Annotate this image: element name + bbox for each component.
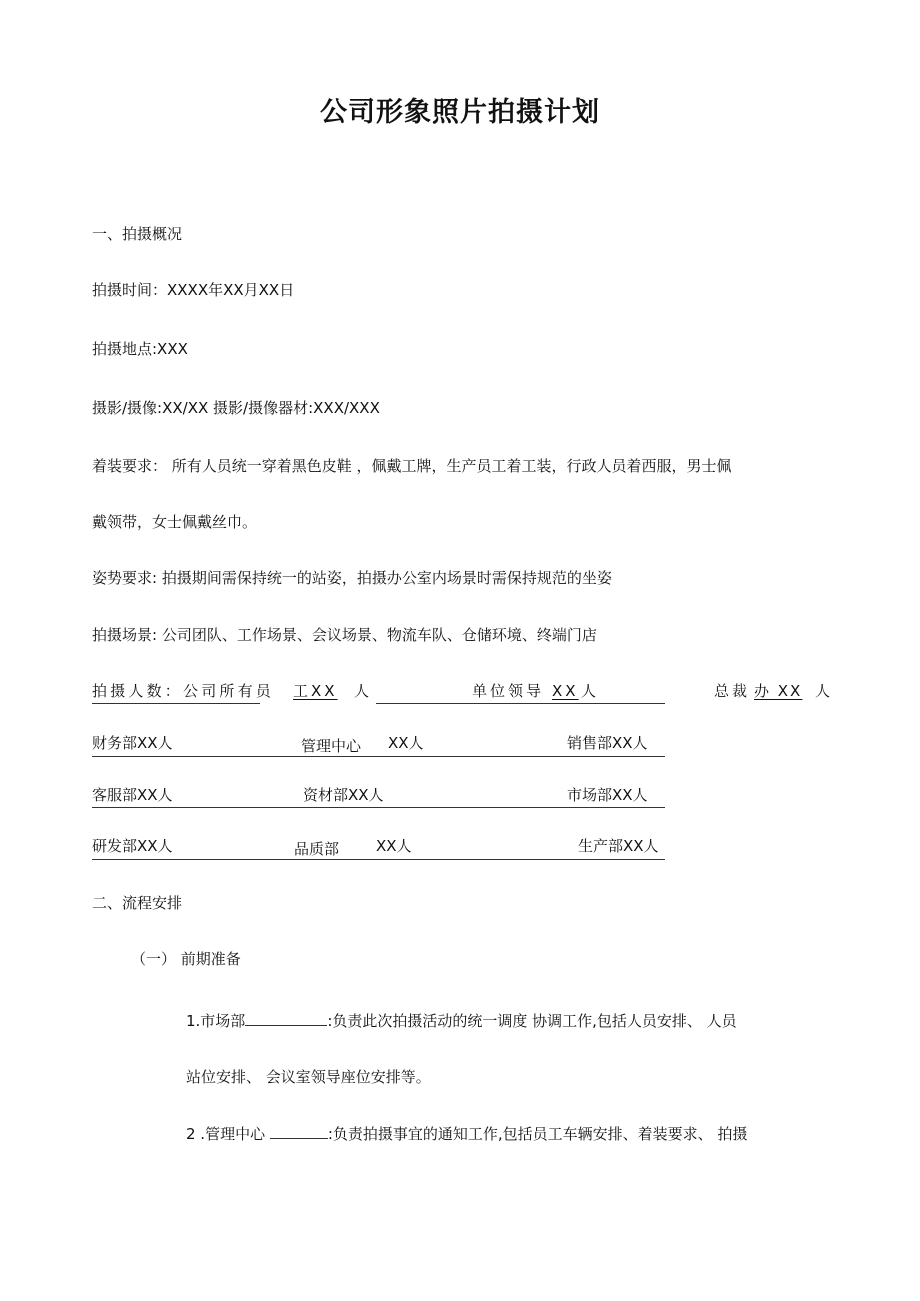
row-divider [92, 807, 665, 808]
shoot-time: 拍摄时间：XXXX年XX月XX日 [92, 281, 295, 299]
ceo-office-count: 办 XX [754, 682, 803, 700]
ceo-office-label: 总裁 [714, 682, 751, 700]
dept-admin-center-label: 管理中心 [301, 737, 362, 755]
underline [92, 703, 260, 704]
item-description: :负责拍摄事宜的通知工作,包括员工车辆安排、着装要求、 拍摄 [327, 1125, 748, 1143]
leader-count: XX [552, 682, 579, 700]
item-number-label: 1.市场部 [186, 1012, 246, 1030]
posture-requirement: 姿势要求: 拍摄期间需保持统一的站姿，拍摄办公室内场景时需保持规范的坐姿 [92, 569, 612, 587]
dept-production: 生产部XX人 [578, 837, 659, 855]
item-admin-center [186, 1123, 747, 1144]
dept-materials: 资材部XX人 [303, 786, 384, 804]
dept-marketing: 市场部XX人 [567, 786, 648, 804]
section-heading-process: 二、流程安排 [92, 894, 183, 912]
item-number-label: 2 .管理中心 [186, 1125, 270, 1143]
row-divider [92, 859, 665, 860]
section-heading-overview: 一、拍摄概况 [92, 225, 183, 243]
item-marketing-dept [186, 1010, 737, 1031]
shoot-location: 拍摄地点:XXX [92, 340, 188, 358]
dress-code-line1: 着装要求： 所有人员统一穿着黑色皮鞋 ，佩戴工牌，生产员工着工装，行政人员着西服，男士佩 [92, 457, 732, 475]
dept-customer-service: 客服部XX人 [92, 786, 173, 804]
ceo-office-unit: 人 [815, 682, 831, 700]
headcount-total-unit: 人 [354, 682, 370, 700]
headcount-label: 拍摄人数：公司所有员 [92, 682, 275, 700]
page-title: 公司形象照片拍摄计划 [320, 97, 600, 128]
dept-admin-center-count: XX人 [388, 734, 424, 752]
item-marketing-dept-line2: 站位安排、 会议室领导座位安排等。 [186, 1068, 431, 1086]
underline [376, 703, 665, 704]
leader-unit: 人 [581, 682, 597, 700]
dept-finance: 财务部XX人 [92, 734, 173, 752]
headcount-total: 工XX [293, 682, 338, 700]
blank-line [270, 1123, 328, 1139]
row-divider [92, 756, 665, 757]
subsection-preparation: （一） 前期准备 [131, 950, 241, 968]
photographer-equipment: 摄影/摄像:XX/XX 摄影/摄像器材:XXX/XXX [92, 399, 380, 417]
dept-rnd: 研发部XX人 [92, 837, 173, 855]
dept-quality-label: 品质部 [294, 840, 340, 858]
dept-sales: 销售部XX人 [567, 734, 648, 752]
shoot-scenes: 拍摄场景: 公司团队、工作场景、会议场景、物流车队、仓储环境、终端门店 [92, 626, 597, 644]
leader-label: 单位领导 [472, 682, 545, 700]
dept-quality-count: XX人 [376, 837, 412, 855]
blank-line [245, 1010, 327, 1026]
item-description: :负责此次拍摄活动的统一调度 协调工作,包括人员安排、 人员 [327, 1012, 737, 1030]
dress-code-line2: 戴领带，女士佩戴丝巾。 [92, 513, 258, 531]
